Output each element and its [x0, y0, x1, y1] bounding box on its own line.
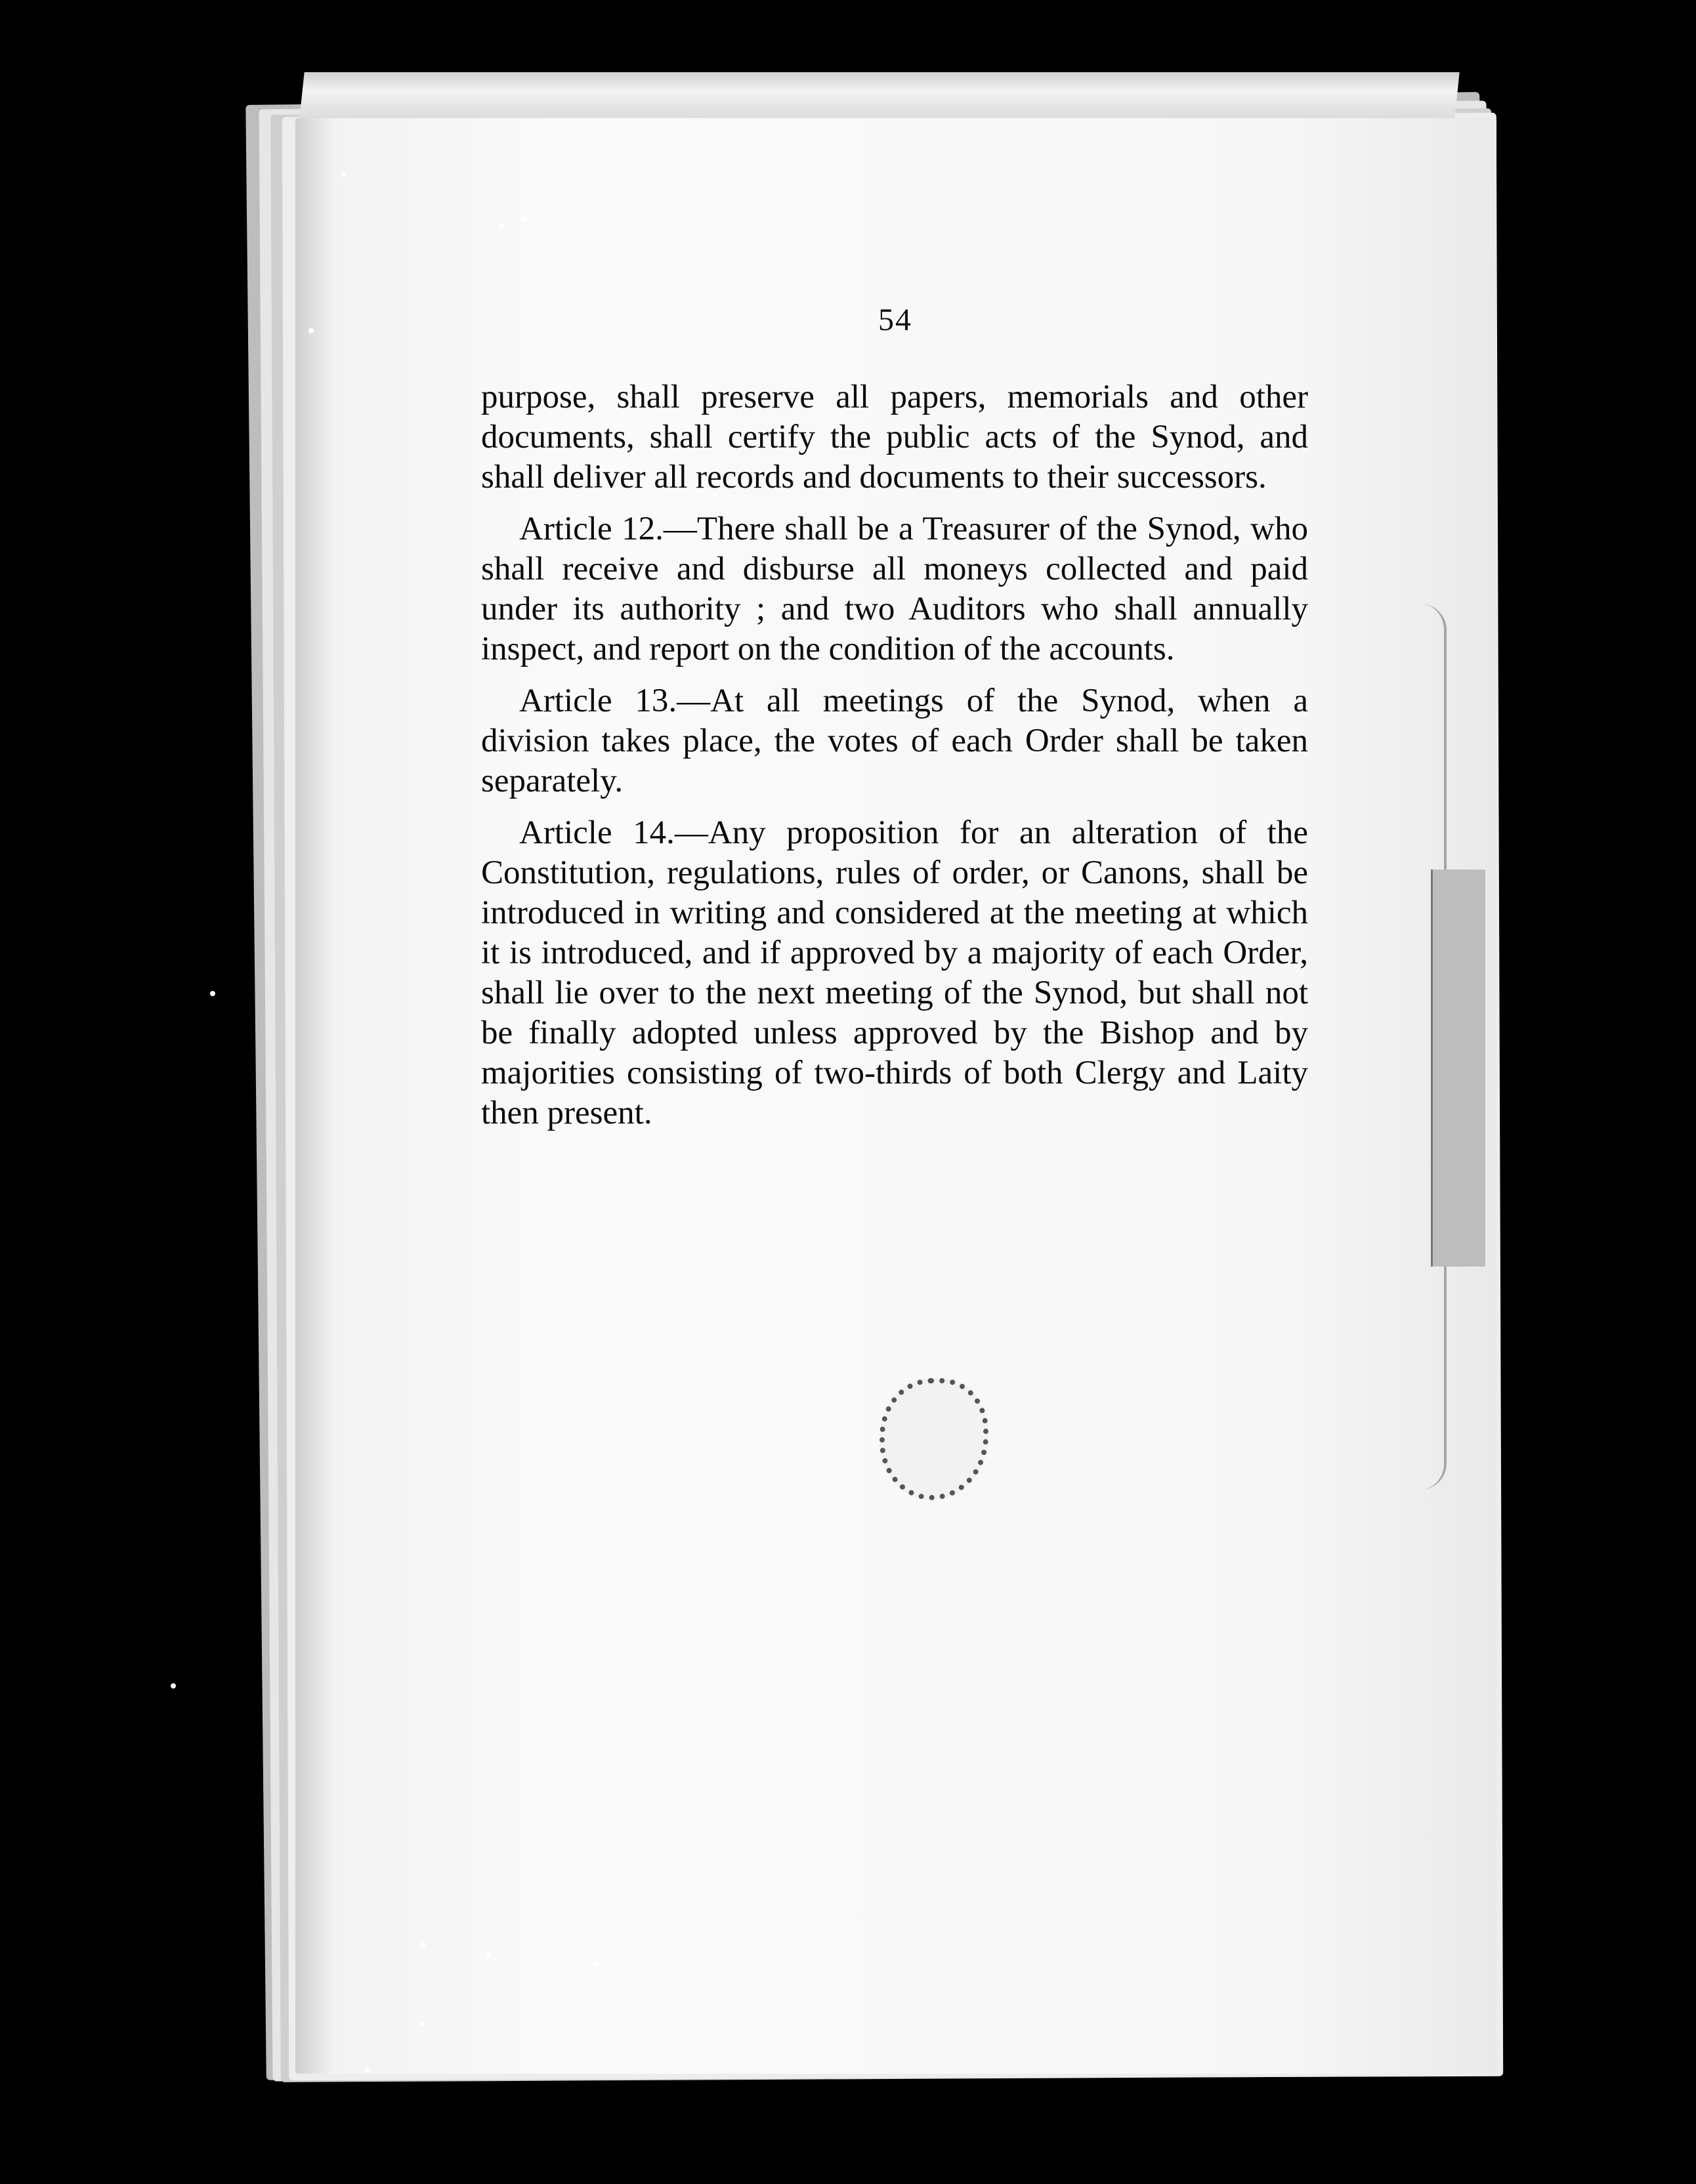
speck	[594, 1962, 599, 1967]
paragraph-article-12: Article 12.—There shall be a Treasurer of the Synod, who shall receive and disburse all moneys collected and paid under its authority ; and two Auditors who shall annually inspect, and report on the condition of the accounts.	[481, 511, 1308, 667]
paragraph-article-14: Article 14.—Any proposition for an alteration of the Constitution, regulations, rules of order, or Canons, shall be introduced in writing and considered at the meeting at which it is introduced, and if approved by a majority of each Order, shall lie over to the next meeting of the Synod, but shall not be finally adopted unless approved by the Bishop and by majorities consisting of two-thirds of both Clergy and Laity then present.	[481, 814, 1308, 1131]
speck	[341, 172, 347, 177]
paper-tab	[1431, 870, 1485, 1267]
body-text	[481, 377, 1308, 1145]
speck	[420, 1942, 425, 1948]
speck	[522, 217, 527, 222]
speck	[210, 991, 215, 996]
paragraph: purpose, shall preserve all papers, memorials and other documents, shall certify the public acts of the Synod, and shall deliver all records and documents to their successors.	[481, 379, 1308, 495]
paragraph-article-13: Article 13.—At all meetings of the Synod, when a division takes place, the votes of each Order shall be taken separately.	[481, 682, 1308, 799]
speck	[486, 1952, 491, 1958]
speck	[499, 223, 504, 228]
speck	[308, 328, 314, 333]
speck	[171, 1683, 176, 1689]
speck	[364, 2067, 370, 2072]
top-page-edge	[299, 72, 1459, 118]
speck	[420, 2021, 425, 2026]
page-number: 54	[878, 303, 912, 337]
